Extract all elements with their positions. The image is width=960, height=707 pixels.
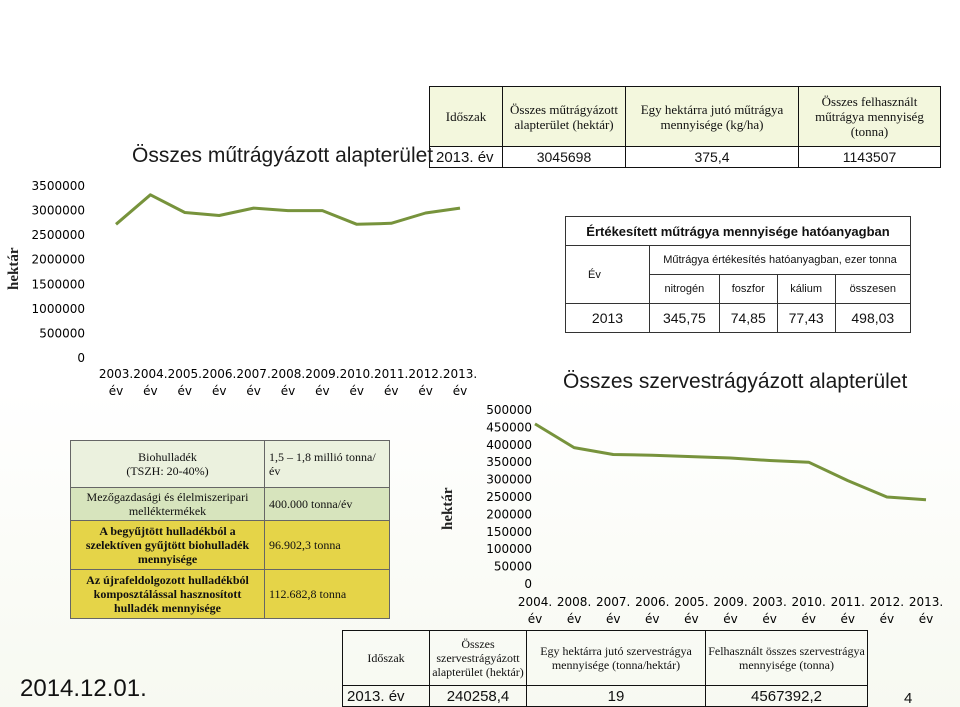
- ertekesitett-group-label: Műtrágya értékesítés hatóanyagban, ezer tonna: [650, 246, 911, 275]
- bottom-header-area: Összes szervestrágyázott alapterület (hektár): [430, 631, 527, 686]
- ertekesitett-foszfor: 74,85: [719, 304, 777, 333]
- chart2-ylabel: hektár: [440, 487, 456, 530]
- ertekesitett-col-nitrogen: nitrogén: [650, 275, 720, 304]
- chart1-ytick-label: 1000000: [31, 301, 85, 316]
- ertekesitett-nitrogen: 345,75: [650, 304, 720, 333]
- chart2-ytick-label: 450000: [486, 420, 532, 435]
- chart1-ytick-label: 3000000: [31, 203, 85, 218]
- bottom-total: 4567392,2: [706, 686, 868, 707]
- ertekesitett-col-foszfor: foszfor: [719, 275, 777, 304]
- chart2-title: Összes szervestrágyázott alapterület: [563, 370, 908, 393]
- chart2-plot: [450, 398, 950, 628]
- summary-area: 3045698: [503, 147, 626, 168]
- bio-table: [70, 440, 390, 619]
- summary-header-area: Összes műtrágyázott alapterület (hektár): [503, 87, 626, 147]
- bio-row4-value: 112.682,8 tonna: [265, 570, 390, 619]
- bio-row1-label: Biohulladék (TSZH: 20-40%): [71, 441, 265, 488]
- chart2-ytick-label: 150000: [486, 524, 532, 539]
- summary-period: 2013. év: [430, 147, 503, 168]
- chart1-plot: [0, 170, 480, 400]
- chart1-xtick-label: 2009. év: [305, 367, 340, 398]
- chart1-ytick-label: 2500000: [31, 228, 85, 243]
- chart2-xtick-label: 2010. év: [791, 595, 826, 626]
- chart2-ytick-label: 100000: [486, 542, 532, 557]
- ertekesitett-title: Értékesített műtrágya mennyisége hatóanyagban: [566, 217, 911, 246]
- ertekesitett-ev-label: Év: [566, 246, 650, 304]
- chart2-ytick-label: 50000: [493, 559, 532, 574]
- ertekesitett-kalium: 77,43: [777, 304, 835, 333]
- bio-row1-value: 1,5 – 1,8 millió tonna/év: [265, 441, 390, 488]
- summary-total: 1143507: [799, 147, 941, 168]
- summary-per-ha: 375,4: [626, 147, 799, 168]
- summary-header-total: Összes felhasznált műtrágya mennyiség (tonna): [799, 87, 941, 147]
- ertekesitett-col-osszesen: összesen: [835, 275, 910, 304]
- chart1-xtick-label: 2013. év: [442, 367, 478, 398]
- ertekesitett-col-kalium: kálium: [777, 275, 835, 304]
- chart1-xtick-label: 2006. év: [202, 367, 237, 398]
- chart1-ytick-label: 500000: [39, 326, 85, 341]
- chart2-ytick-label: 250000: [486, 490, 532, 504]
- chart2-xtick-label: 2005. év: [674, 595, 709, 626]
- chart1-title: Összes műtrágyázott alapterület: [132, 144, 434, 167]
- chart2-xtick-label: 2012. év: [869, 595, 905, 626]
- chart2-xtick-label: 2009. év: [713, 595, 748, 626]
- bottom-header-per-ha: Egy hektárra jutó szervestrágya mennyisége (tonna/hektár): [527, 631, 706, 686]
- bottom-per-ha: 19: [527, 686, 706, 707]
- bio-row2-label: Mezőgazdasági és élelmiszeripari melléktermékek: [71, 488, 265, 521]
- chart2-xtick-label: 2013. év: [908, 595, 944, 626]
- bio-row3-label: A begyűjtött hulladékból a szelektíven gyűjtött biohulladék mennyisége: [71, 521, 265, 570]
- chart2-xtick-label: 2006. év: [635, 595, 670, 626]
- chart2-xtick-label: 2008. év: [556, 595, 592, 626]
- bottom-table: [342, 630, 868, 707]
- chart1-ytick-label: 2000000: [31, 252, 85, 267]
- chart1-ylabel: hektár: [6, 247, 22, 290]
- chart2-ytick-label: 350000: [486, 455, 532, 470]
- chart1-xtick-label: 2004. év: [133, 367, 168, 398]
- bottom-header-period: Időszak: [343, 631, 430, 686]
- ertekesitett-osszesen: 498,03: [835, 304, 910, 333]
- chart1-xtick-label: 2007. év: [236, 367, 271, 398]
- chart1-ytick-label: 3500000: [31, 179, 85, 193]
- chart1-xtick-label: 2005. év: [167, 367, 202, 398]
- summary-header-per-ha: Egy hektárra jutó műtrágya mennyisége (kg/ha): [626, 87, 799, 147]
- summary-header-period: Időszak: [430, 87, 503, 147]
- chart1-series-line: [116, 195, 460, 225]
- chart2-xtick-label: 2004. év: [517, 595, 553, 626]
- bottom-period: 2013. év: [343, 686, 430, 707]
- bio-row3-value: 96.902,3 tonna: [265, 521, 390, 570]
- chart1-ytick-label: 1500000: [31, 277, 85, 292]
- chart1-xtick-label: 2008. év: [270, 367, 306, 398]
- chart2-ytick-label: 200000: [486, 507, 532, 522]
- chart2-ytick-label: 300000: [486, 472, 532, 487]
- chart2-xtick-label: 2007. év: [596, 595, 631, 626]
- bottom-area: 240258,4: [430, 686, 527, 707]
- bottom-header-total: Felhasznált összes szervestrágya mennyisége (tonna): [706, 631, 868, 686]
- chart2-ytick-label: 500000: [486, 403, 532, 417]
- ertekesitett-year: 2013: [566, 304, 650, 333]
- summary-table: [429, 86, 941, 168]
- bio-row4-label: Az újrafeldolgozott hulladékból komposztálással hasznosított hulladék mennyisége: [71, 570, 265, 619]
- chart1-xtick-label: 2012. év: [408, 367, 443, 398]
- chart2-ytick-label: 400000: [486, 437, 532, 452]
- chart1-xtick-label: 2010. év: [339, 367, 374, 398]
- page-number: 4: [904, 690, 913, 707]
- bio-row2-value: 400.000 tonna/év: [265, 488, 390, 521]
- chart1-ytick-label: 0: [77, 351, 85, 365]
- footer-date: 2014.12.01.: [20, 675, 147, 702]
- chart2-xtick-label: 2011. év: [830, 595, 865, 626]
- chart1-xtick-label: 2011. év: [374, 367, 409, 398]
- chart2-ytick-label: 0: [524, 577, 532, 591]
- chart2-xtick-label: 2003. év: [752, 595, 787, 626]
- chart2-series-line: [535, 424, 926, 500]
- chart1-xtick-label: 2003. év: [98, 367, 134, 398]
- ertekesitett-table: [565, 216, 911, 333]
